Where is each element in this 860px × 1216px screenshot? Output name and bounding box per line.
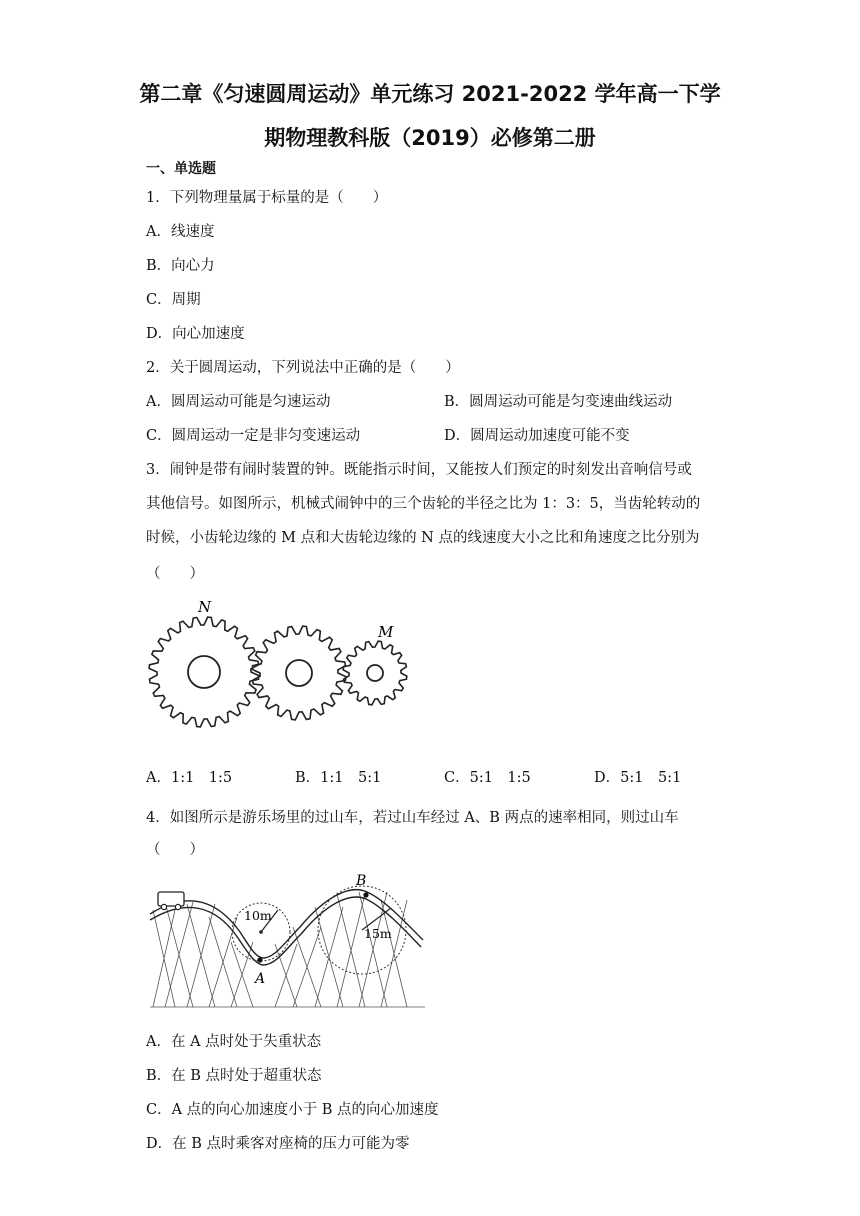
- point-b-marker: [363, 892, 368, 897]
- figure-label-a: A: [255, 971, 266, 987]
- question-3-stem-line3: 时候，小齿轮边缘的 M 点和大齿轮边缘的 N 点的线速度大小之比和角速度之比分别为: [146, 530, 700, 546]
- question-1-option-a: A．线速度: [146, 224, 215, 240]
- figure-label-10m: 10m: [244, 908, 272, 923]
- document-title-line2: 期物理教科版（2019）必修第二册: [264, 126, 596, 150]
- question-2-option-a: A．圆周运动可能是匀速运动: [146, 394, 331, 410]
- question-3-option-c: C．5:1 1:5: [444, 770, 531, 786]
- question-3-stem-line2: 其他信号。如图所示，机械式闹钟中的三个齿轮的半径之比为 1：3：5，当齿轮转动的: [146, 496, 701, 512]
- question-2-option-c: C．圆周运动一定是非匀变速运动: [146, 428, 361, 444]
- track-outer: [150, 890, 423, 958]
- question-4-option-d: D．在 B 点时乘客对座椅的压力可能为零: [146, 1136, 410, 1152]
- question-3-stem-line1: 3．闹钟是带有闹时装置的钟。既能指示时间，又能按人们预定的时刻发出音响信号或: [146, 462, 692, 478]
- figure-label-15m: 15m: [364, 926, 392, 941]
- large-gear-hub: [188, 656, 220, 688]
- question-1-option-d: D．向心加速度: [146, 326, 245, 342]
- question-4-option-a: A．在 A 点时处于失重状态: [146, 1034, 322, 1050]
- question-2-option-b: B．圆周运动可能是匀变速曲线运动: [444, 394, 673, 410]
- question-3-option-a: A．1:1 1:5: [146, 770, 233, 786]
- question-3-option-b: B．1:1 5:1: [295, 770, 382, 786]
- question-2-stem: 2．关于圆周运动，下列说法中正确的是（ ）: [146, 360, 460, 376]
- question-4-stem-line1: 4．如图所示是游乐场里的过山车，若过山车经过 A、B 两点的速率相同，则过山车: [146, 810, 679, 826]
- question-3-option-d: D．5:1 5:1: [594, 770, 682, 786]
- question-1-option-c: C．周期: [146, 292, 201, 308]
- gears-figure: [145, 597, 425, 737]
- question-3-stem-line4: （ ）: [146, 566, 204, 582]
- question-4-option-c: C．A 点的向心加速度小于 B 点的向心加速度: [146, 1102, 439, 1118]
- small-gear: [343, 641, 407, 705]
- question-2-option-d: D．圆周运动加速度可能不变: [444, 428, 630, 444]
- roller-coaster-figure: [145, 872, 430, 1012]
- middle-gear: [252, 626, 346, 720]
- gear-label-m: M: [378, 623, 394, 641]
- small-gear-hub: [367, 665, 383, 681]
- middle-gear-hub: [286, 660, 312, 686]
- large-gear: [149, 617, 259, 727]
- point-a-marker: [257, 957, 262, 962]
- document-title-line1: 第二章《匀速圆周运动》单元练习 2021-2022 学年高一下学: [139, 82, 721, 106]
- question-4-option-b: B．在 B 点时处于超重状态: [146, 1068, 322, 1084]
- question-1-stem: 1．下列物理量属于标量的是（ ）: [146, 190, 388, 206]
- section-heading: 一、单选题: [146, 161, 216, 177]
- coaster-car-icon: [158, 892, 184, 910]
- figure-label-b: B: [356, 873, 367, 889]
- gear-label-n: N: [198, 598, 212, 616]
- question-1-option-b: B．向心力: [146, 258, 215, 274]
- question-4-stem-line2: （ ）: [146, 842, 204, 858]
